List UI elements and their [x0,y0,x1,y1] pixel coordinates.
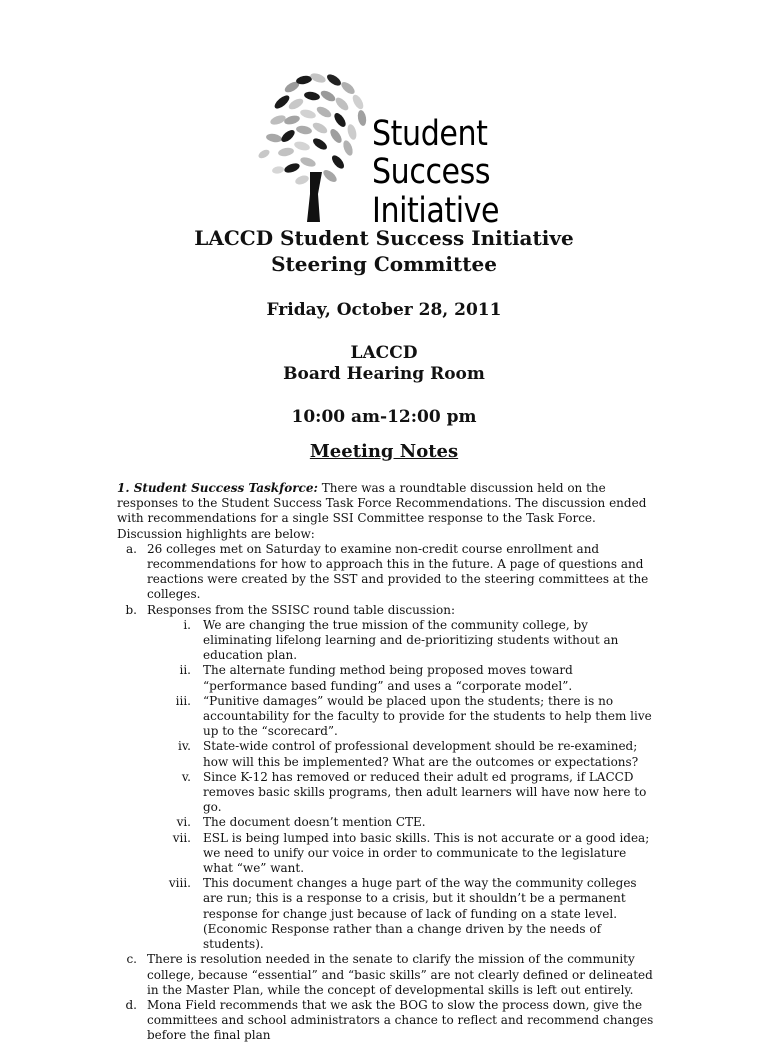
meeting-notes-body [117,481,657,1044]
logo-text-initiative: Initiative [372,191,500,231]
meeting-time: 10:00 am-12:00 pm [291,407,477,427]
sub-text: State-wide control of professional development should be re-examined; how will this be implemented? What are the outcomes or expectations? [203,739,639,769]
sub-item-i [147,618,657,664]
list-text: 26 colleges met on Saturday to examine non-credit course enrollment and recommendations for how to approach this in the future. A page of questions and reactions were created by the SST and provided to the steering committees at the colleges. [147,541,649,602]
list-label: a. [126,541,137,556]
list-label: c. [126,952,137,967]
list-text: Mona Field recommends that we ask the BOG to slow the process down, give the committees and school administrators a chance to reflect and recommend changes before the final plan [147,997,654,1043]
tree-canopy-icon [257,72,367,186]
sub-text: The document doesn’t mention CTE. [203,815,426,830]
section-1-intro [117,481,657,542]
tree-trunk-icon [307,172,322,222]
logo-text-student: Student [372,114,488,154]
sub-text: ESL is being lumped into basic skills. This is not accurate or a good idea; we need to unify our voice in order to communicate to the legislature what “we” want. [203,830,650,876]
sub-label: i. [183,617,191,632]
sub-label: iv. [177,739,191,754]
meeting-date: Friday, October 28, 2011 [266,300,502,320]
list-text: Responses from the SSISC round table discussion: [147,602,456,617]
list-text: There is resolution needed in the senate to clarify the mission of the community college, because “essential” and “basic skills” are not clearly defined or delineated in the Master Plan, while the concept of developmental skills is left out entirely. [147,952,653,997]
sub-label: iii. [175,693,191,708]
sub-item-ii [147,663,657,693]
sub-label: vi. [176,815,191,830]
document-subtitle: Steering Committee [271,252,497,276]
section-heading: Meeting Notes [309,441,459,462]
sub-item-iii [147,694,657,740]
sub-item-v [147,770,657,816]
sub-item-vii [147,831,657,877]
meeting-location-room: Board Hearing Room [283,364,485,384]
document-title: LACCD Student Success Initiative [194,226,574,250]
list-label: b. [125,602,137,617]
list-item-b [117,603,657,618]
sub-label: v. [181,769,191,784]
section-1-lead: 1. Student Success Taskforce: [117,481,318,495]
list-item-c [117,952,657,998]
section-1-intro-text: There was a roundtable discussion held on the responses to the Student Success Task Force Recommendations. The discussion ended with recommendations for a single SSI Committee response to the Task Force. Discussion highlights are below: [117,481,647,541]
sub-label: viii. [168,876,191,891]
sub-text: This document changes a huge part of the way the community colleges are run; this is a response to a crisis, but it shouldn’t be a permanent response for change just because of lack of funding on a state level. (Economic Response rather than a change driven by the needs of students). [203,876,637,952]
sub-item-vi [147,815,657,830]
list-label: d. [125,997,137,1012]
sub-text: “Punitive damages” would be placed upon the students; there is no accountability for the faculty to provide for the students to help them live up to the “scorecard”. [203,693,652,739]
list-item-d [117,998,657,1044]
sub-text: Since K-12 has removed or reduced their adult ed programs, if LACCD removes basic skills programs, then adult learners will have now here to go. [203,769,647,815]
sub-text: The alternate funding method being proposed moves toward “performance based funding” and uses a “corporate model”. [203,663,573,693]
logo-text-success: Success [372,152,491,192]
list-item-a [117,542,657,603]
sub-label: vii. [172,830,191,845]
sub-label: ii. [179,663,191,678]
sub-item-iv [147,739,657,769]
sub-item-viii [147,876,657,952]
sub-text: We are changing the true mission of the community college, by eliminating lifelong learning and de-prioritizing students without an education plan. [203,617,619,663]
meeting-location-org: LACCD [350,343,418,363]
